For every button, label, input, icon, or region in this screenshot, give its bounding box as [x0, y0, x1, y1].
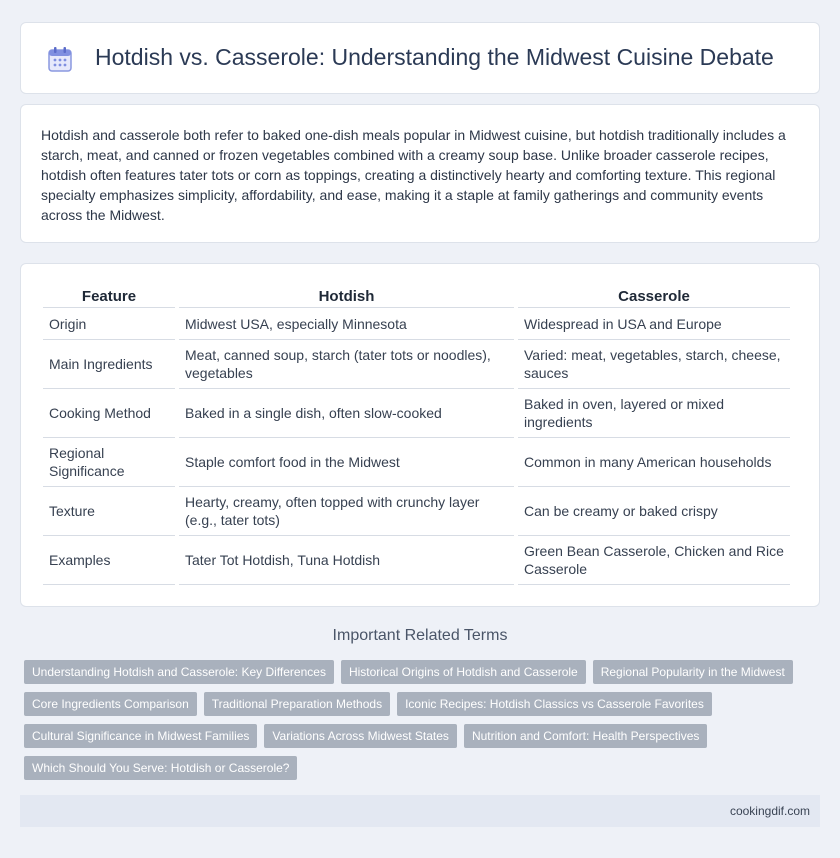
related-term-tag[interactable]: Core Ingredients Comparison: [24, 692, 197, 716]
table-row: [43, 340, 790, 389]
table-cell: Widespread in USA and Europe: [518, 308, 790, 340]
related-term-tag[interactable]: Regional Popularity in the Midwest: [593, 660, 793, 684]
related-term-tag[interactable]: Traditional Preparation Methods: [204, 692, 390, 716]
header-card: [20, 22, 820, 94]
table-cell: Examples: [43, 536, 175, 585]
footer-site-link[interactable]: cookingdif.com: [729, 804, 810, 818]
table-cell: Midwest USA, especially Minnesota: [179, 308, 514, 340]
footer: [20, 795, 820, 827]
header-casserole: Casserole: [518, 284, 790, 308]
related-term-tag[interactable]: Nutrition and Comfort: Health Perspectives: [464, 724, 707, 748]
table-cell: Tater Tot Hotdish, Tuna Hotdish: [179, 536, 514, 585]
table-cell: Regional Significance: [43, 438, 175, 487]
intro-text: Hotdish and casserole both refer to baked one-dish meals popular in Midwest cuisine, but hotdish traditionally includes a starch, meat, and canned or frozen vegetables combined with a creamy soup base. Unlike broader casserole recipes, hotdish often features tater tots or corn as toppings, creating a distinctively hearty and comforting texture. This regional specialty emphasizes simplicity, affordability, and ease, making it a staple at family gatherings and community events across the Midwest.: [41, 127, 786, 223]
related-term-tag[interactable]: Cultural Significance in Midwest Families: [24, 724, 257, 748]
table-cell: Common in many American households: [518, 438, 790, 487]
table-row: [43, 308, 790, 340]
related-term-tag[interactable]: Understanding Hotdish and Casserole: Key Differences: [24, 660, 334, 684]
intro-card: [20, 104, 820, 243]
header-feature: Feature: [43, 284, 175, 308]
header-hotdish: Hotdish: [179, 284, 514, 308]
table-cell: Baked in oven, layered or mixed ingredients: [518, 389, 790, 438]
related-term-tag[interactable]: Historical Origins of Hotdish and Casserole: [341, 660, 586, 684]
page-title: Hotdish vs. Casserole: Understanding the Midwest Cuisine Debate: [95, 44, 774, 70]
table-cell: Staple comfort food in the Midwest: [179, 438, 514, 487]
table-cell: Cooking Method: [43, 389, 175, 438]
table-cell: Texture: [43, 487, 175, 536]
related-terms-list: [24, 660, 814, 780]
table-cell: Can be creamy or baked crispy: [518, 487, 790, 536]
table-cell: Main Ingredients: [43, 340, 175, 389]
related-terms-title: Important Related Terms: [332, 627, 508, 644]
table-row: [43, 389, 790, 438]
related-term-tag[interactable]: Which Should You Serve: Hotdish or Casserole?: [24, 756, 297, 780]
table-row: [43, 438, 790, 487]
table-cell: Origin: [43, 308, 175, 340]
comparison-table-card: [20, 263, 820, 607]
table-cell: Hearty, creamy, often topped with crunchy layer (e.g., tater tots): [179, 487, 514, 536]
table-cell: Baked in a single dish, often slow-cooked: [179, 389, 514, 438]
table-cell: Green Bean Casserole, Chicken and Rice Casserole: [518, 536, 790, 585]
table-row: [43, 487, 790, 536]
table-cell: Varied: meat, vegetables, starch, cheese, sauces: [518, 340, 790, 389]
related-term-tag[interactable]: Iconic Recipes: Hotdish Classics vs Casserole Favorites: [397, 692, 712, 716]
table-row: [43, 536, 790, 585]
calendar-icon: [47, 45, 73, 73]
comparison-table: [39, 284, 794, 585]
table-header-row: [43, 284, 790, 308]
related-term-tag[interactable]: Variations Across Midwest States: [264, 724, 457, 748]
table-cell: Meat, canned soup, starch (tater tots or noodles), vegetables: [179, 340, 514, 389]
